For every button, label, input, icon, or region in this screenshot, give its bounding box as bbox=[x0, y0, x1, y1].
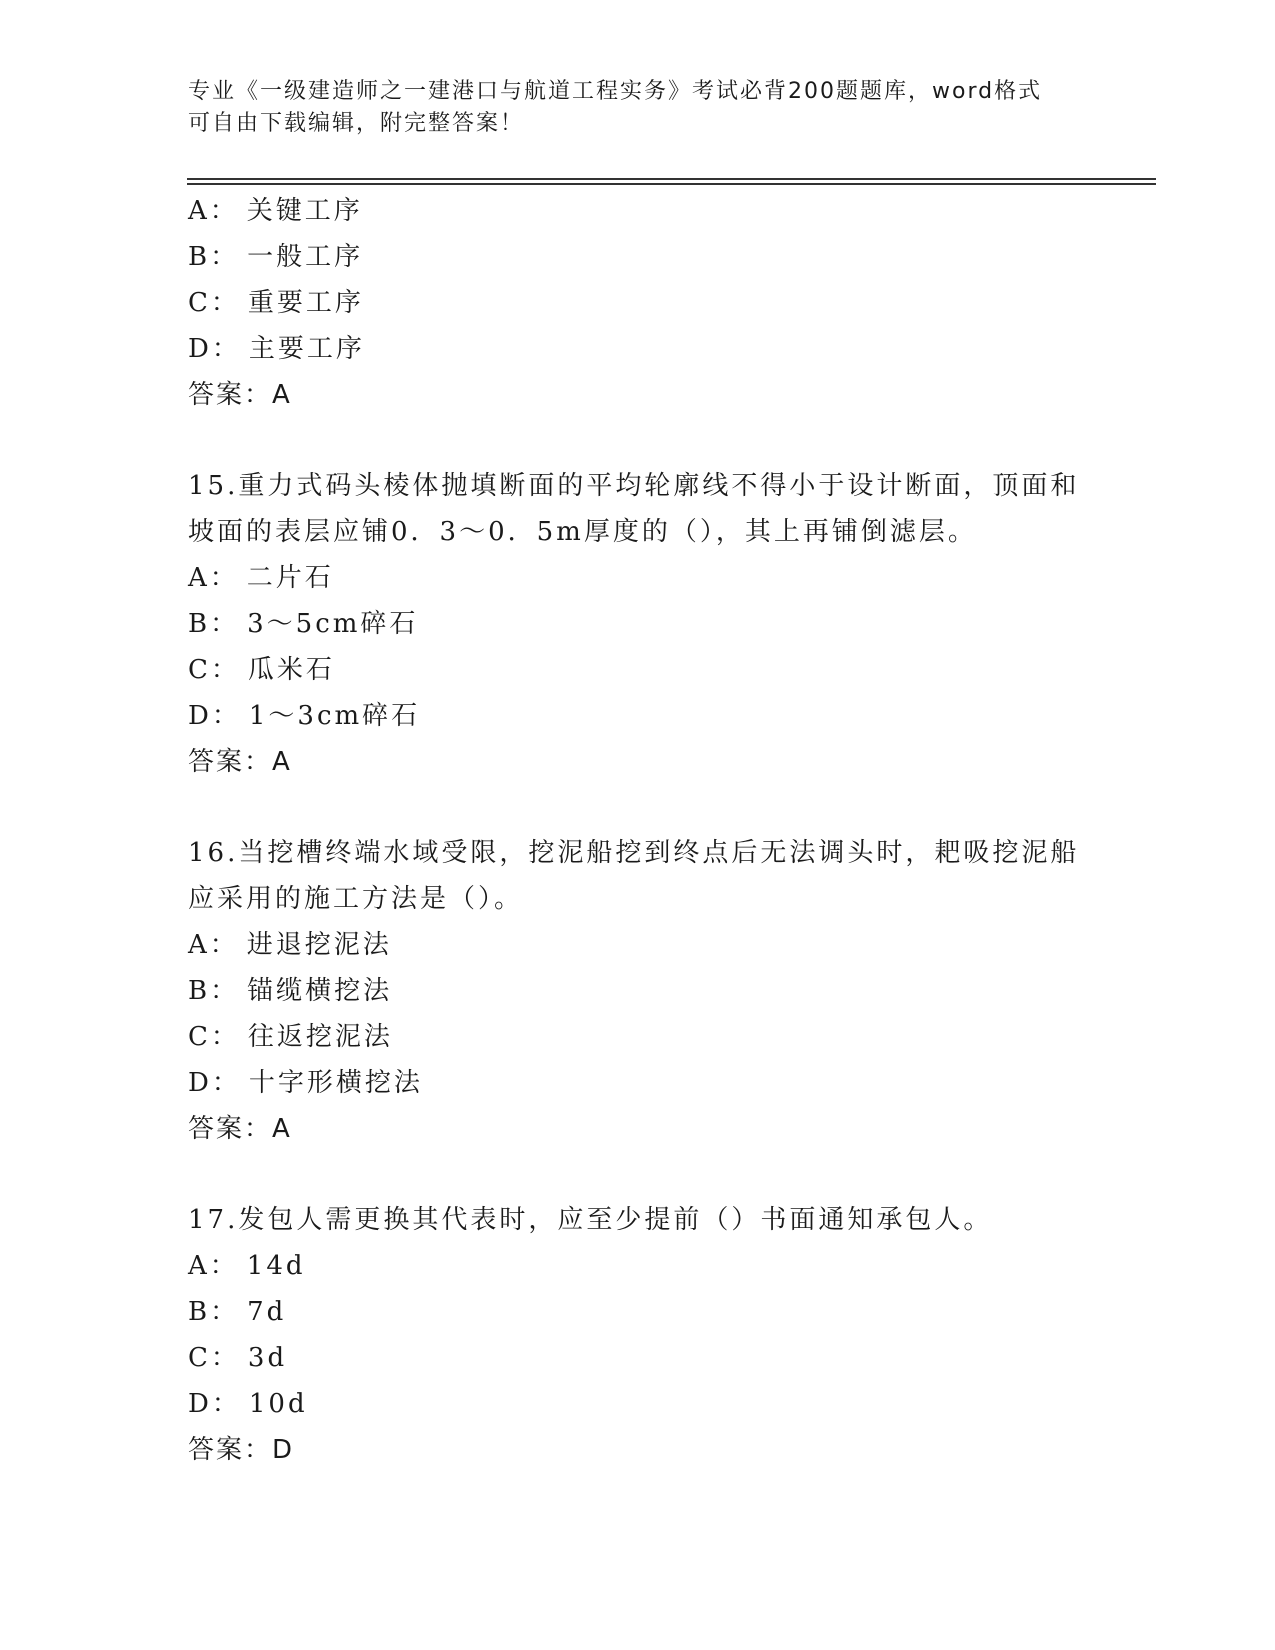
header-title-line-1: 专业《一级建造师之一建港口与航道工程实务》考试必背200题题库，word格式 bbox=[188, 79, 1043, 104]
option-text: 主要工序 bbox=[248, 334, 365, 364]
answer-line: 答案：A bbox=[188, 1114, 292, 1144]
option-a bbox=[188, 188, 1088, 234]
option-text: 十字形横挖法 bbox=[248, 1068, 423, 1098]
question-stem-line-1: 15.重力式码头棱体抛填断面的平均轮廓线不得小于设计断面，顶面和 bbox=[188, 471, 1080, 501]
option-key: A： bbox=[188, 563, 239, 593]
option-key: D： bbox=[188, 1068, 241, 1098]
option-text: 二片石 bbox=[246, 563, 334, 593]
option-text: 进退挖泥法 bbox=[246, 930, 392, 960]
option-key: C： bbox=[188, 288, 240, 318]
spacer bbox=[188, 418, 1088, 463]
option-d bbox=[188, 1381, 1088, 1427]
question-16 bbox=[188, 830, 1088, 1152]
question-17 bbox=[188, 1197, 1088, 1473]
option-key: A： bbox=[188, 1251, 239, 1281]
option-key: B： bbox=[188, 1297, 240, 1327]
option-key: B： bbox=[188, 609, 240, 639]
option-text: 瓜米石 bbox=[247, 655, 335, 685]
question-14 bbox=[188, 188, 1088, 418]
option-d bbox=[188, 693, 1088, 739]
option-c bbox=[188, 280, 1088, 326]
header-divider-bottom bbox=[187, 183, 1156, 185]
question-stem-line-1: 17.发包人需更换其代表时，应至少提前（）书面通知承包人。 bbox=[188, 1205, 993, 1235]
spacer bbox=[188, 1152, 1088, 1197]
question-list bbox=[188, 188, 1088, 1473]
option-key: A： bbox=[188, 196, 239, 226]
option-text: 10d bbox=[248, 1389, 308, 1419]
option-text: 重要工序 bbox=[247, 288, 364, 318]
option-text: 3～5cm碎石 bbox=[247, 609, 419, 639]
option-a bbox=[188, 555, 1088, 601]
option-text: 1～3cm碎石 bbox=[248, 701, 421, 731]
header-title-line-2: 可自由下载编辑，附完整答案！ bbox=[188, 111, 525, 136]
option-b bbox=[188, 1289, 1088, 1335]
option-text: 7d bbox=[247, 1297, 287, 1327]
option-b bbox=[188, 968, 1088, 1014]
option-c bbox=[188, 647, 1088, 693]
option-d bbox=[188, 1060, 1088, 1106]
option-c bbox=[188, 1014, 1088, 1060]
option-b bbox=[188, 601, 1088, 647]
answer-line: 答案：D bbox=[188, 1435, 295, 1465]
question-stem-line-1: 16.当挖槽终端水域受限，挖泥船挖到终点后无法调头时，耙吸挖泥船 bbox=[188, 838, 1080, 868]
header-divider-top bbox=[187, 178, 1156, 180]
option-key: B： bbox=[188, 242, 240, 272]
answer-line: 答案：A bbox=[188, 747, 292, 777]
option-text: 14d bbox=[246, 1251, 306, 1281]
option-key: C： bbox=[188, 1343, 240, 1373]
option-d bbox=[188, 326, 1088, 372]
spacer bbox=[188, 785, 1088, 830]
option-key: D： bbox=[188, 334, 241, 364]
option-a bbox=[188, 1243, 1088, 1289]
option-key: D： bbox=[188, 701, 241, 731]
option-c bbox=[188, 1335, 1088, 1381]
option-key: A： bbox=[188, 930, 239, 960]
option-text: 往返挖泥法 bbox=[247, 1022, 393, 1052]
answer-line: 答案：A bbox=[188, 380, 292, 410]
option-b bbox=[188, 234, 1088, 280]
option-key: B： bbox=[188, 976, 240, 1006]
question-stem-line-2: 应采用的施工方法是（）。 bbox=[188, 884, 524, 914]
option-text: 3d bbox=[247, 1343, 288, 1373]
question-15 bbox=[188, 463, 1088, 785]
option-key: C： bbox=[188, 1022, 240, 1052]
option-text: 关键工序 bbox=[246, 196, 363, 226]
option-key: C： bbox=[188, 655, 240, 685]
document-header bbox=[188, 76, 1088, 140]
option-text: 锚缆横挖法 bbox=[247, 976, 393, 1006]
option-key: D： bbox=[188, 1389, 241, 1419]
question-stem-line-2: 坡面的表层应铺0．3～0．5m厚度的（），其上再铺倒滤层。 bbox=[188, 517, 977, 547]
option-text: 一般工序 bbox=[247, 242, 364, 272]
option-a bbox=[188, 922, 1088, 968]
